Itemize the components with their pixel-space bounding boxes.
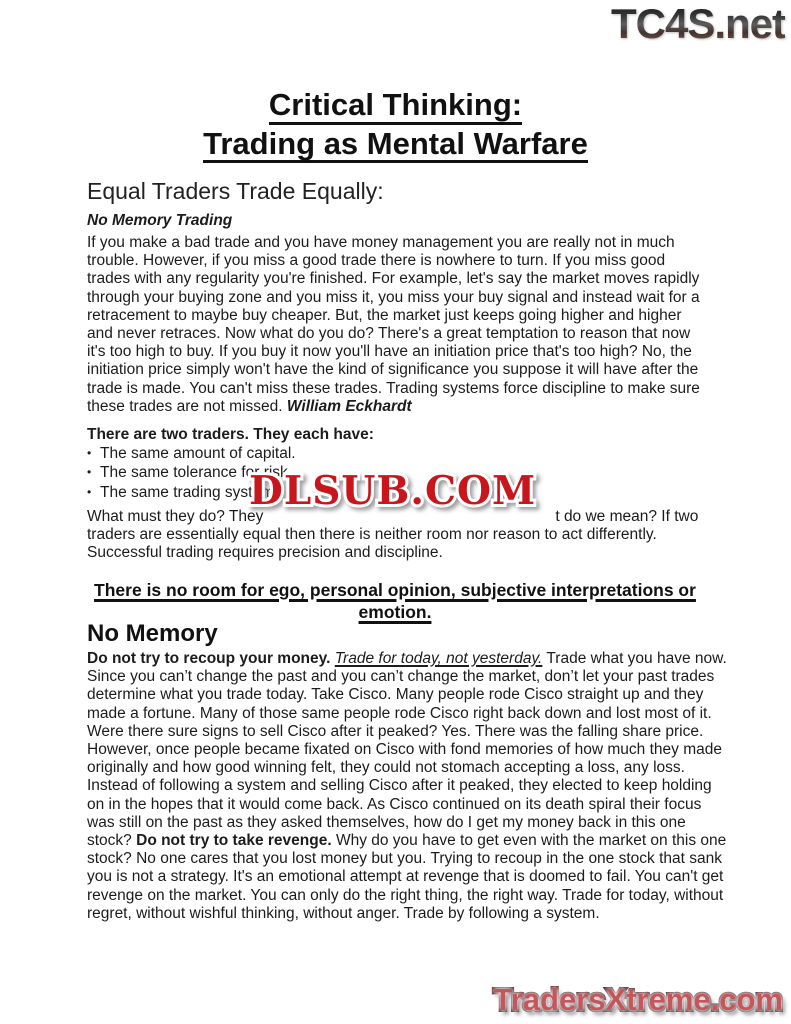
document-title: [0, 86, 791, 163]
list-item: [87, 444, 710, 463]
list-item-text: The same trading system.: [100, 483, 279, 501]
attribution-william-eckhardt: William Eckhardt: [286, 397, 412, 415]
title-line-2: Trading as Mental Warfare: [203, 128, 588, 164]
bullet-icon: •: [87, 465, 92, 480]
subheading-no-memory-trading: No Memory Trading: [87, 212, 233, 229]
recoup-lead-bold: Do not try to recoup your money.: [87, 650, 331, 667]
revenge-lead-bold: Do not try to take revenge.: [136, 832, 332, 850]
paragraph-text-2: Why do you have to get even with the market on this one stock? No one cares that you lost money but you. Trying to recoup in the one stock that sank you is not a strategy. It's an emotional attempt at revenge that is doomed to fail. You can't get revenge on the market. You can only do the right thing, the right way. Trade for today, without regret, without wishful thinking, without anger. Trade by following a system.: [87, 832, 727, 922]
no-memory-heading: No Memory: [87, 620, 218, 647]
bullet-icon: •: [87, 484, 92, 499]
list-item-text: The same amount of capital.: [100, 445, 296, 463]
text-after-watermark: t do we mean? If two: [555, 508, 699, 525]
tradersxtreme-logo: TradersXtreme.com: [493, 982, 783, 1017]
heading-text: There is no room for ego, personal opinion, subjective interpretations or emotion.: [94, 580, 696, 622]
no-memory-trading-paragraph: [87, 234, 710, 416]
no-room-for-ego-heading: [75, 580, 715, 623]
paragraph-text-1: Trade what you have now. Since you can’t change the past and you can’t change the market, don’t let your past trades determine what you trade today. Take Cisco. Many people rode Cisco straight up and they made a fortune. Many of those same people rode Cisco right back down and lost most of it. Were there sure signs to sell Cisco after it peaked? Yes. There was the falling share price. However, once people became fixated on Cisco with fond memories of how much they made originally and how good winning felt, they could not stomach accepting a loss, any loss. Instead of following a system and selling Cisco after it peaked, they elected to keep holding on in the hopes that it would come back. As Cisco continued on its death spiral their focus was still on the past as they asked themselves, how do I get my money back in this one stock?: [87, 650, 727, 850]
two-traders-heading: There are two traders. They each have:: [87, 426, 374, 443]
title-line-1: Critical Thinking:: [269, 89, 522, 125]
bullet-icon: •: [87, 446, 92, 461]
tc4s-logo: TC4S.net: [610, 0, 785, 47]
list-item-text: The same tolerance for risk.: [100, 464, 293, 482]
paragraph-text: If you make a bad trade and you have money management you are really not in much trouble. However, if you miss a good trade there is nowhere to turn. If you miss good trades with any regularity you're finished. For example, let's say the market moves rapidly through your buying zone and you miss it, you miss your buy signal and instead wait for a retracement to maybe buy cheaper. But, the market just keeps going higher and higher and never retraces. Now what do you do? There's a great temptation to reason that now it's too high to buy. If you buy it now you'll have an initiation price that's too high? No, the initiation price simply won't have the kind of significance you suppose it will have after the trade is made. You can't miss these trades. Trading systems force discipline to make sure these trades are not missed.: [87, 234, 700, 415]
text-before-watermark: What must they do? They: [87, 508, 264, 525]
dlsub-watermark: DLSUB.COM: [249, 468, 537, 514]
section-heading-equal-traders: Equal Traders Trade Equally:: [87, 178, 384, 204]
paragraph-text: traders are essentially equal then there is neither room nor reason to act differently. Successful trading requires precision and discipline.: [87, 526, 657, 562]
no-memory-paragraph: [87, 650, 727, 923]
today-not-yesterday-motto: Trade for today, not yesterday.: [334, 650, 543, 667]
